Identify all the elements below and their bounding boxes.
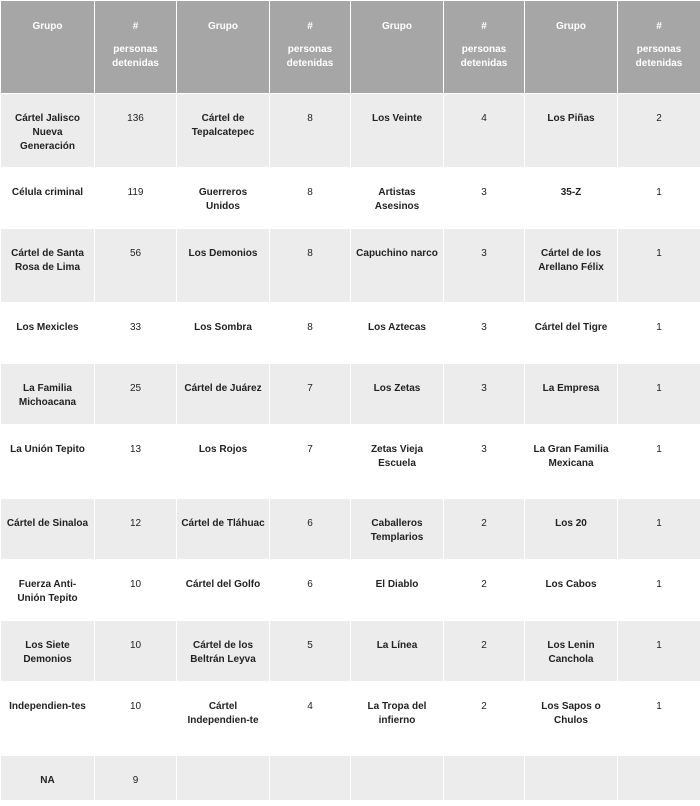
header-group	[177, 1, 270, 94]
detained-count-cell: 10	[95, 621, 177, 682]
detained-count-cell: 3	[444, 425, 525, 499]
detained-count-cell: 3	[444, 229, 525, 303]
detained-count-cell: 2	[444, 499, 525, 560]
header-count	[270, 1, 351, 94]
group-name-cell: Los Aztecas	[351, 303, 444, 364]
header-subtitle: personas detenidas	[460, 44, 508, 69]
group-name-cell: Cártel del Golfo	[177, 560, 270, 621]
detained-count-cell: 6	[270, 560, 351, 621]
table-row	[1, 756, 700, 801]
group-name-cell: Artistas Asesinos	[351, 168, 444, 229]
group-name-cell: Los Zetas	[351, 364, 444, 425]
detained-count-cell: 136	[95, 94, 177, 168]
group-name-cell: Los Sombra	[177, 303, 270, 364]
header-subtitle: personas detenidas	[286, 44, 334, 69]
detained-count-cell: 3	[444, 364, 525, 425]
table-row	[1, 560, 700, 621]
group-name-cell: 35-Z	[525, 168, 618, 229]
table-body	[1, 94, 700, 801]
group-name-cell: Los Lenin Canchola	[525, 621, 618, 682]
detained-count-cell: 8	[270, 303, 351, 364]
detained-count-cell: 56	[95, 229, 177, 303]
detained-count-cell: 1	[618, 425, 700, 499]
detained-count-cell: 8	[270, 94, 351, 168]
detained-count-cell	[270, 756, 351, 801]
table-row	[1, 425, 700, 499]
group-name-cell: Cártel de los Beltrán Leyva	[177, 621, 270, 682]
group-name-cell: La Gran Familia Mexicana	[525, 425, 618, 499]
detained-count-cell: 1	[618, 682, 700, 756]
header-count	[618, 1, 700, 94]
detained-count-cell: 5	[270, 621, 351, 682]
group-name-cell: Los Mexicles	[1, 303, 95, 364]
detained-count-cell: 6	[270, 499, 351, 560]
header-group	[351, 1, 444, 94]
detained-count-cell: 3	[444, 168, 525, 229]
detained-count-cell: 2	[444, 560, 525, 621]
detained-count-cell: 2	[618, 94, 700, 168]
group-name-cell: Célula criminal	[1, 168, 95, 229]
group-name-cell: La Familia Michoacana	[1, 364, 95, 425]
table-row	[1, 364, 700, 425]
group-name-cell: Cártel de Tepalcatepec	[177, 94, 270, 168]
header-subtitle: personas detenidas	[112, 44, 159, 69]
group-name-cell: Cártel de Tláhuac	[177, 499, 270, 560]
group-name-cell: Caballeros Templarios	[351, 499, 444, 560]
group-name-cell: La Línea	[351, 621, 444, 682]
detained-count-cell: 13	[95, 425, 177, 499]
group-name-cell: NA	[1, 756, 95, 801]
header-title: Grupo	[32, 21, 63, 32]
detained-count-cell: 4	[444, 94, 525, 168]
detained-count-cell: 2	[444, 621, 525, 682]
detained-count-cell: 1	[618, 168, 700, 229]
detained-count-cell	[618, 756, 700, 801]
header-row	[1, 1, 700, 94]
header-title: Grupo	[208, 21, 238, 32]
group-name-cell	[525, 756, 618, 801]
header-title: Grupo	[382, 21, 412, 32]
group-name-cell: La Tropa del infierno	[351, 682, 444, 756]
header-count	[444, 1, 525, 94]
group-name-cell: Guerreros Unidos	[177, 168, 270, 229]
detained-count-cell: 1	[618, 229, 700, 303]
header-count	[95, 1, 177, 94]
group-name-cell: Cártel Independien-te	[177, 682, 270, 756]
group-name-cell: Los 20	[525, 499, 618, 560]
detained-count-cell: 9	[95, 756, 177, 801]
detained-count-cell: 7	[270, 364, 351, 425]
group-name-cell: Independien-tes	[1, 682, 95, 756]
table-row	[1, 94, 700, 168]
group-name-cell: El Diablo	[351, 560, 444, 621]
group-name-cell	[177, 756, 270, 801]
group-name-cell: Cártel de Juárez	[177, 364, 270, 425]
group-name-cell: Los Demonios	[177, 229, 270, 303]
header-title: #	[132, 21, 139, 32]
detained-count-cell: 25	[95, 364, 177, 425]
group-name-cell: Fuerza Anti-Unión Tepito	[1, 560, 95, 621]
group-name-cell: Cártel de los Arellano Félix	[525, 229, 618, 303]
group-name-cell	[351, 756, 444, 801]
detained-count-cell: 4	[270, 682, 351, 756]
group-name-cell: Cártel del Tigre	[525, 303, 618, 364]
group-name-cell: Los Sapos o Chulos	[525, 682, 618, 756]
group-name-cell: Los Veinte	[351, 94, 444, 168]
detained-count-cell: 8	[270, 229, 351, 303]
detained-count-cell: 1	[618, 303, 700, 364]
group-name-cell: La Unión Tepito	[1, 425, 95, 499]
group-name-cell: Cártel de Sinaloa	[1, 499, 95, 560]
detained-count-cell: 7	[270, 425, 351, 499]
detained-count-cell: 119	[95, 168, 177, 229]
table-row	[1, 168, 700, 229]
detained-count-cell	[444, 756, 525, 801]
table-header	[1, 1, 700, 94]
group-name-cell: Zetas Vieja Escuela	[351, 425, 444, 499]
detained-count-cell: 3	[444, 303, 525, 364]
header-title: Grupo	[556, 21, 586, 32]
detained-count-cell: 8	[270, 168, 351, 229]
group-name-cell: Capuchino narco	[351, 229, 444, 303]
table-row	[1, 682, 700, 756]
detained-count-cell: 2	[444, 682, 525, 756]
table-row	[1, 303, 700, 364]
detained-count-cell: 1	[618, 499, 700, 560]
table-row	[1, 621, 700, 682]
header-group	[525, 1, 618, 94]
detained-count-cell: 10	[95, 560, 177, 621]
detained-count-cell: 12	[95, 499, 177, 560]
header-title: #	[307, 21, 313, 32]
group-name-cell: Los Siete Demonios	[1, 621, 95, 682]
group-name-cell: Cártel de Santa Rosa de Lima	[1, 229, 95, 303]
detained-count-cell: 1	[618, 621, 700, 682]
group-name-cell: Los Rojos	[177, 425, 270, 499]
header-title: #	[656, 21, 662, 32]
detained-count-cell: 33	[95, 303, 177, 364]
detained-count-cell: 1	[618, 560, 700, 621]
detained-count-cell: 1	[618, 364, 700, 425]
header-title: #	[481, 21, 487, 32]
table-row	[1, 499, 700, 560]
group-name-cell: Cártel Jalisco Nueva Generación	[1, 94, 95, 168]
detained-count-cell: 10	[95, 682, 177, 756]
table-row	[1, 229, 700, 303]
group-name-cell: La Empresa	[525, 364, 618, 425]
group-name-cell: Los Cabos	[525, 560, 618, 621]
header-subtitle: personas detenidas	[635, 44, 683, 69]
header-group	[1, 1, 95, 94]
group-name-cell: Los Piñas	[525, 94, 618, 168]
